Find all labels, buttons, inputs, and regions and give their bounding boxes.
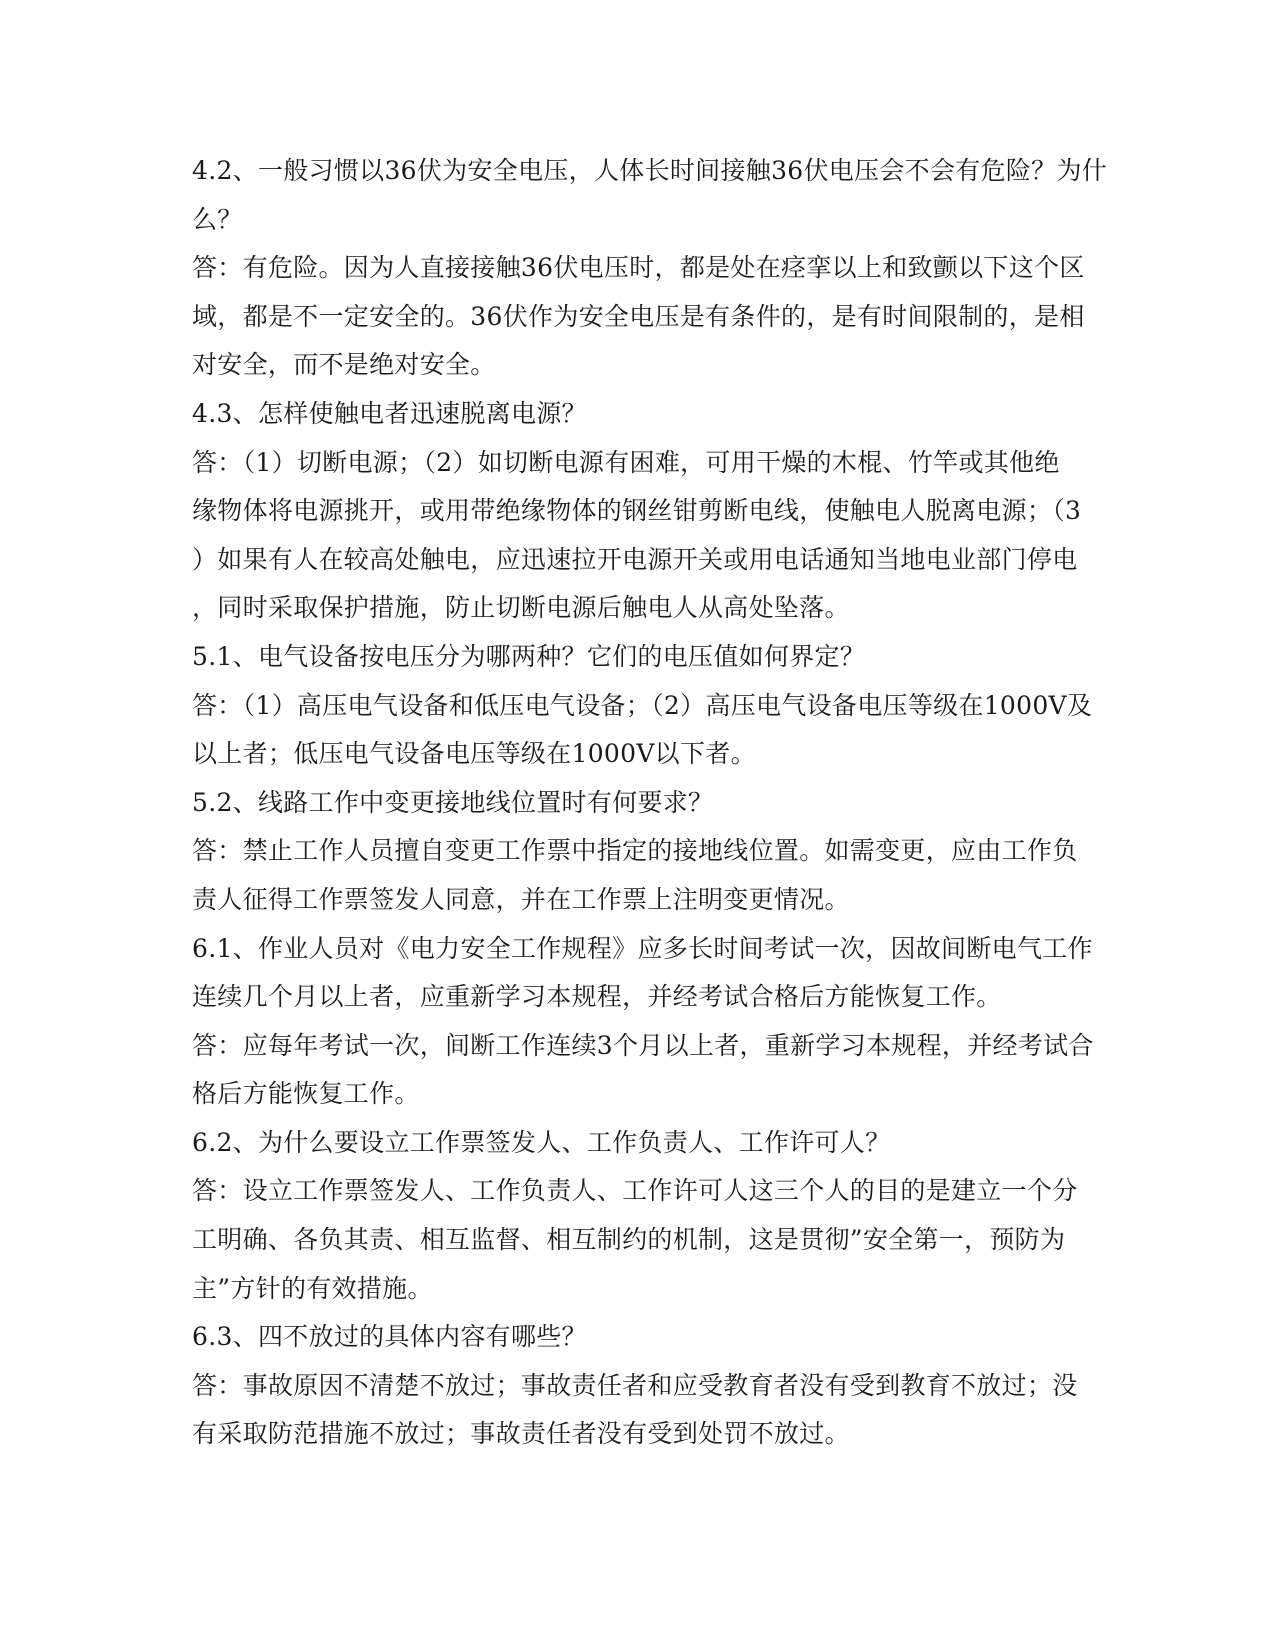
answer-5-1-line-2: 以上者；低压电气设备电压等级在1000V以下者。 (192, 739, 756, 769)
answer-4-3-line-4: ，同时采取保护措施，防止切断电源后触电人从高处坠落。 (192, 593, 850, 623)
answer-5-1-line-1: 答：（1）高压电气设备和低压电气设备；（2）高压电气设备电压等级在1000V及 (192, 690, 1093, 720)
answer-6-2-line-1: 答：设立工作票签发人、工作负责人、工作许可人这三个人的目的是建立一个分 (192, 1176, 1078, 1206)
question-6-2: 6.2、为什么要设立工作票签发人、工作负责人、工作许可人？ (192, 1127, 891, 1157)
question-5-2: 5.2、线路工作中变更接地线位置时有何要求？ (192, 787, 714, 817)
answer-5-2-line-1: 答：禁止工作人员擅自变更工作票中指定的接地线位置。如需变更，应由工作负 (192, 836, 1078, 866)
answer-6-3-line-1: 答：事故原因不清楚不放过；事故责任者和应受教育者没有受到教育不放过；没 (192, 1370, 1078, 1400)
question-4-3: 4.3、怎样使触电者迅速脱离电源？ (192, 398, 587, 428)
question-4-2-line-2: 么？ (192, 204, 243, 234)
answer-6-1-line-2: 格后方能恢复工作。 (192, 1079, 420, 1109)
answer-6-1-line-1: 答：应每年考试一次，间断工作连续3个月以上者，重新学习本规程，并经考试合 (192, 1030, 1094, 1060)
answer-4-3-line-3: ）如果有人在较高处触电，应迅速拉开电源开关或用电话通知当地电业部门停电 (192, 544, 1078, 574)
question-4-2-line-1: 4.2、一般习惯以36伏为安全电压，人体长时间接触36伏电压会不会有危险？为什 (192, 156, 1108, 185)
answer-6-2-line-2: 工明确、各负其责、相互监督、相互制约的机制，这是贯彻”安全第一，预防为 (192, 1225, 1066, 1255)
answer-4-2-line-1: 答：有危险。因为人直接接触36伏电压时，都是处在痉挛以上和致颤以下这个区 (192, 253, 1085, 283)
question-6-3: 6.3、四不放过的具体内容有哪些？ (192, 1322, 587, 1352)
answer-4-2-line-2: 域，都是不一定安全的。36伏作为安全电压是有条件的，是有时间限制的，是相 (192, 301, 1085, 331)
answer-6-3-line-2: 有采取防范措施不放过；事故责任者没有受到处罚不放过。 (192, 1419, 850, 1449)
answer-4-3-line-1: 答：（1）切断电源；（2）如切断电源有困难，可用干燥的木棍、竹竿或其他绝 (192, 447, 1060, 477)
question-6-1-line-1: 6.1、作业人员对《电力安全工作规程》应多长时间考试一次，因故间断电气工作 (192, 933, 1093, 963)
answer-4-3-line-2: 缘物体将电源挑开，或用带绝缘物体的钢丝钳剪断电线，使触电人脱离电源；（3 (192, 496, 1082, 526)
answer-4-2-line-3: 对安全，而不是绝对安全。 (192, 350, 496, 380)
document-page (192, 147, 1108, 1459)
answer-5-2-line-2: 责人征得工作票签发人同意，并在工作票上注明变更情况。 (192, 884, 850, 914)
answer-6-2-line-3: 主”方针的有效措施。 (192, 1273, 433, 1303)
question-6-1-line-2: 连续几个月以上者，应重新学习本规程，并经考试合格后方能恢复工作。 (192, 982, 1002, 1012)
question-5-1: 5.1、电气设备按电压分为哪两种？它们的电压值如何界定？ (192, 641, 866, 671)
